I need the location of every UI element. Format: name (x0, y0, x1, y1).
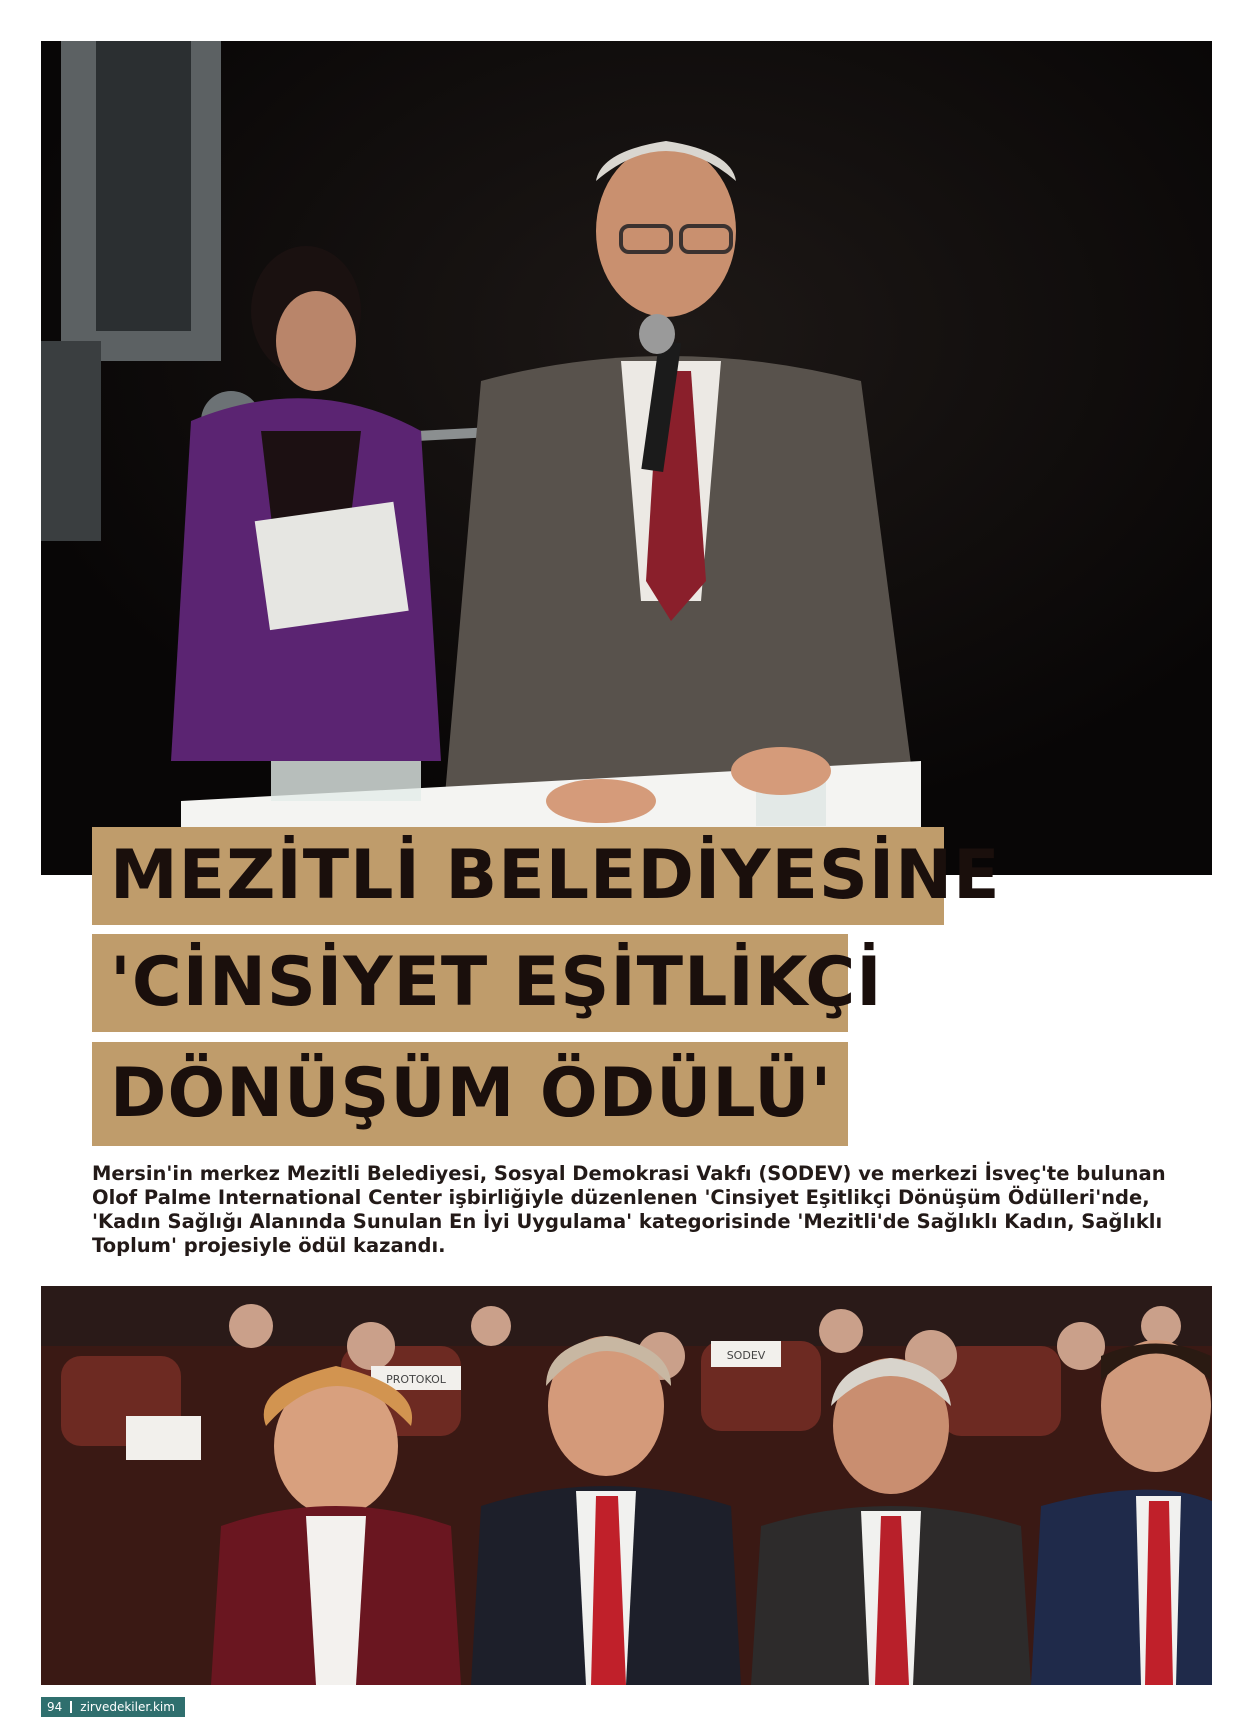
page-footer (41, 1697, 185, 1717)
headline-line-2: 'CİNSİYET EŞİTLİKÇİ (92, 934, 848, 1032)
seat-sign-protokol: PROTOKOL (386, 1373, 446, 1386)
headline-line-1: MEZİTLİ BELEDİYESİNE (92, 827, 944, 925)
seat-sign-sodev: SODEV (726, 1349, 766, 1362)
page-number: 94 (47, 1700, 63, 1714)
site-name: zirvedekiler.kim (80, 1700, 175, 1714)
top-photo (41, 41, 1212, 875)
headline-line-3: DÖNÜŞÜM ÖDÜLÜ' (92, 1042, 848, 1146)
bottom-photo (41, 1286, 1212, 1685)
speaker-illustration (41, 41, 1212, 875)
footer-divider (70, 1701, 72, 1713)
lead-paragraph: Mersin'in merkez Mezitli Belediyesi, Sosyal Demokrasi Vakfı (SODEV) ve merkezi İsveç'te bulunan Olof Palme International Center işbirliğiyle düzenlenen 'Cinsiyet Eşitlikçi Dönüşüm Ödülleri'nde, 'Kadın Sağlığı Alanında Sunulan En İyi Uygulama' kategorisinde 'Mezitli'de Sağlıklı Kadın, Sağlıklı Toplum' projesiyle ödül kazandı. (92, 1162, 1166, 1257)
audience-illustration (41, 1286, 1212, 1685)
